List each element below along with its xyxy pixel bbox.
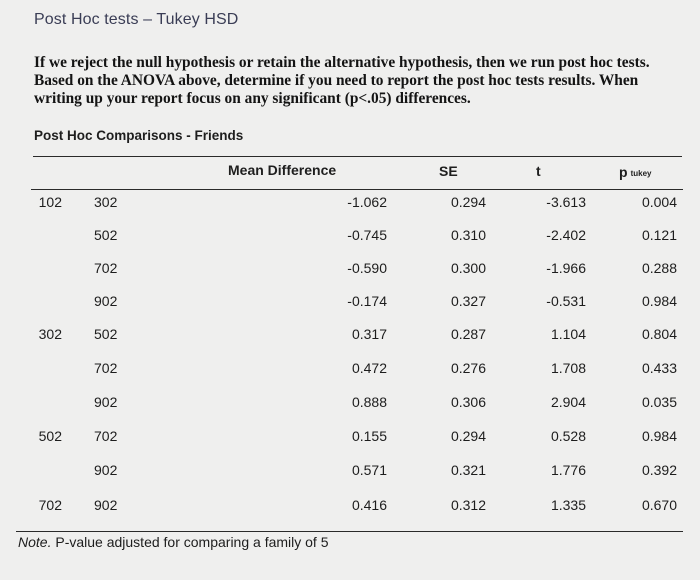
- cell-group-a: 102: [38, 194, 62, 210]
- cell-p-tukey: 0.670: [641, 497, 677, 513]
- cell-mean-difference: 0.472: [351, 360, 387, 376]
- cell-group-b: 702: [94, 428, 118, 444]
- cell-se: 0.306: [450, 394, 486, 410]
- cell-t: -3.613: [546, 194, 586, 210]
- cell-se: 0.294: [450, 194, 486, 210]
- cell-t: 1.335: [550, 497, 586, 513]
- cell-group-b: 502: [94, 227, 118, 243]
- cell-p-tukey: 0.004: [641, 194, 677, 210]
- cell-se: 0.310: [450, 227, 486, 243]
- header-se: SE: [439, 163, 458, 179]
- instructions-paragraph: If we reject the null hypothesis or retain the alternative hypothesis, then we run post hoc tests. Based on the ANOVA above, determine if you need to report the post hoc tests results. When writing up your report focus on any significant (p<.05) differences.: [34, 54, 650, 107]
- cell-se: 0.287: [450, 326, 486, 342]
- table-header-rule: [31, 189, 683, 190]
- cell-t: 1.708: [550, 360, 586, 376]
- cell-group-b: 702: [94, 260, 118, 276]
- cell-group-b: 302: [94, 194, 118, 210]
- cell-group-a: 502: [38, 428, 62, 444]
- cell-p-tukey: 0.288: [641, 260, 677, 276]
- header-p-main: p: [619, 164, 628, 180]
- table-bottom-rule: [16, 531, 683, 532]
- cell-group-b: 902: [94, 497, 118, 513]
- table-title: Post Hoc Comparisons - Friends: [34, 128, 244, 143]
- cell-se: 0.312: [450, 497, 486, 513]
- note-label: Note.: [18, 534, 52, 550]
- cell-p-tukey: 0.984: [641, 293, 677, 309]
- cell-se: 0.276: [450, 360, 486, 376]
- cell-mean-difference: -0.590: [347, 260, 387, 276]
- cell-se: 0.300: [450, 260, 486, 276]
- header-p-tukey: [619, 164, 651, 180]
- cell-mean-difference: 0.317: [351, 326, 387, 342]
- cell-t: -0.531: [546, 293, 586, 309]
- cell-se: 0.294: [450, 428, 486, 444]
- cell-se: 0.327: [450, 293, 486, 309]
- cell-mean-difference: 0.571: [351, 462, 387, 478]
- note-text: P-value adjusted for comparing a family of 5: [51, 534, 329, 550]
- header-t: t: [536, 163, 541, 179]
- cell-p-tukey: 0.392: [641, 462, 677, 478]
- table-top-rule: [33, 156, 682, 157]
- cell-t: 1.104: [550, 326, 586, 342]
- page-title: Post Hoc tests – Tukey HSD: [34, 11, 239, 28]
- cell-group-a: 302: [38, 326, 62, 342]
- cell-mean-difference: 0.155: [351, 428, 387, 444]
- cell-mean-difference: 0.888: [351, 394, 387, 410]
- cell-t: -2.402: [546, 227, 586, 243]
- cell-mean-difference: -0.174: [347, 293, 387, 309]
- cell-group-b: 702: [94, 360, 118, 376]
- cell-group-b: 502: [94, 326, 118, 342]
- cell-p-tukey: 0.433: [641, 360, 677, 376]
- header-mean-difference: Mean Difference: [228, 162, 337, 178]
- cell-t: 2.904: [550, 394, 586, 410]
- table-note: [18, 534, 329, 550]
- cell-t: -1.966: [546, 260, 586, 276]
- cell-p-tukey: 0.984: [641, 428, 677, 444]
- cell-group-b: 902: [94, 394, 118, 410]
- cell-p-tukey: 0.035: [641, 394, 677, 410]
- header-p-subscript: tukey: [630, 169, 652, 178]
- cell-group-a: 702: [38, 497, 62, 513]
- cell-group-b: 902: [94, 462, 118, 478]
- cell-t: 0.528: [550, 428, 586, 444]
- cell-p-tukey: 0.121: [641, 227, 677, 243]
- cell-t: 1.776: [550, 462, 586, 478]
- cell-mean-difference: 0.416: [351, 497, 387, 513]
- cell-group-b: 902: [94, 293, 118, 309]
- cell-p-tukey: 0.804: [641, 326, 677, 342]
- cell-se: 0.321: [450, 462, 486, 478]
- cell-mean-difference: -1.062: [347, 194, 387, 210]
- cell-mean-difference: -0.745: [347, 227, 387, 243]
